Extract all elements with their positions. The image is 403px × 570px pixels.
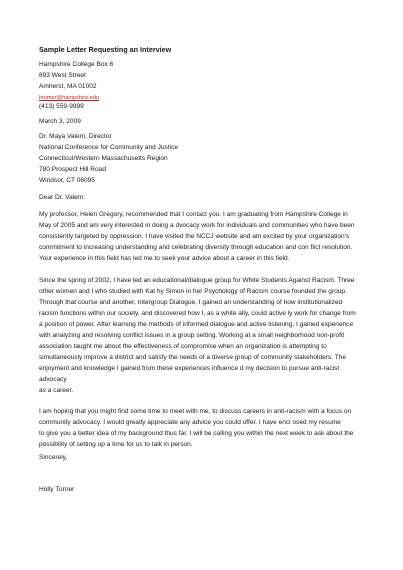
sender-address-line: 893 West Street	[39, 72, 86, 79]
paragraph-line: with analyzing and resolving conflict issues in a group setting. Working at a small neighborhood non-profit	[39, 332, 345, 339]
signature: Holly Turner	[39, 486, 75, 493]
paragraph-line: Through that course and another, Intergroup Dialogue, I gained an understanding of how institutionalized	[39, 299, 343, 306]
paragraph-line: association taught me about the effectiveness of compromise when an organization is attempting to	[39, 343, 327, 350]
paragraph-line: community advocacy. I would greatly appreciate any advice you could offer. I have encl osed my resume	[39, 419, 341, 426]
paragraph-line: I am hoping that you might find some time to meet with me, to discuss careers in anti-racism with a focus on	[39, 408, 352, 415]
letter-date: March 3, 2009	[39, 118, 81, 125]
recipient-address-line: National Conference for Community and Justice	[39, 144, 179, 151]
paragraph-line: May of 2005 and am very interested in doing a dvocacy work for individuals and communities who have been	[39, 222, 355, 229]
paragraph-line: consistently targeted by oppression. I have visited the NCCJ website and am excited by your organization's	[39, 233, 350, 240]
salutation: Dear Dr. Valem:	[39, 194, 86, 201]
sender-phone: (413) 559-9999	[39, 103, 84, 110]
paragraph-line: simultaneously improve a district and satisfy the needs of a diverse group of community stakeholders. The	[39, 354, 347, 361]
paragraph-line: to give you a better idea of my background thus far. I will be calling you within the next week to ask about the	[39, 430, 354, 437]
recipient-address-line: Connecticut/Western Massachusetts Region	[39, 155, 168, 162]
paragraph-line: possibility of setting up a time for us to talk in person.	[39, 441, 193, 448]
paragraph-line: other women and I who studied with Kat hy Simon in her Psychology of Racism course founded the group.	[39, 288, 347, 295]
paragraph-line: Your experience in this field has led me to seek your advice about a career in this field.	[39, 255, 290, 262]
sender-address-line: Amherst, MA 01002	[39, 83, 97, 90]
closing: Sincerely,	[39, 454, 68, 461]
paragraph-line: racism functions within our society, and discovered how I, as a white ally, could active ly work for change from	[39, 310, 356, 317]
paragraph-line: advocacy	[39, 376, 67, 383]
paragraph-line: Since the spring of 2002, I have led an educational/dialogue group for White Students Against Racism. Three	[39, 277, 355, 284]
recipient-address-line: Dr. Maya Valem, Director	[39, 133, 112, 140]
paragraph-line: commitment to increasing understanding and celebrating diversity through education and con flict resolution.	[39, 244, 353, 251]
paragraph-line: My professor, Helen Gregory, recommended that I contact you. I am graduating from Hampshire College in	[39, 211, 348, 218]
paragraph-line: as a career.	[39, 387, 74, 394]
recipient-address-line: 780 Prospect Hill Road	[39, 166, 106, 173]
sender-email-link[interactable]: htumer@hampshire.edu	[39, 95, 100, 101]
recipient-address-line: Windsor, CT 06095	[39, 177, 95, 184]
paragraph-line: a position of power. After learning the methods of informed dialogue and active listening, I gained experience	[39, 321, 354, 328]
letter-title: Sample Letter Requesting an Interview	[39, 45, 172, 54]
paragraph-line: enjoyment and knowledge I gained from these experiences influence d my decision to pursue anti-racist	[39, 365, 340, 372]
sender-address-line: Hampshire College Box 6	[39, 61, 114, 68]
